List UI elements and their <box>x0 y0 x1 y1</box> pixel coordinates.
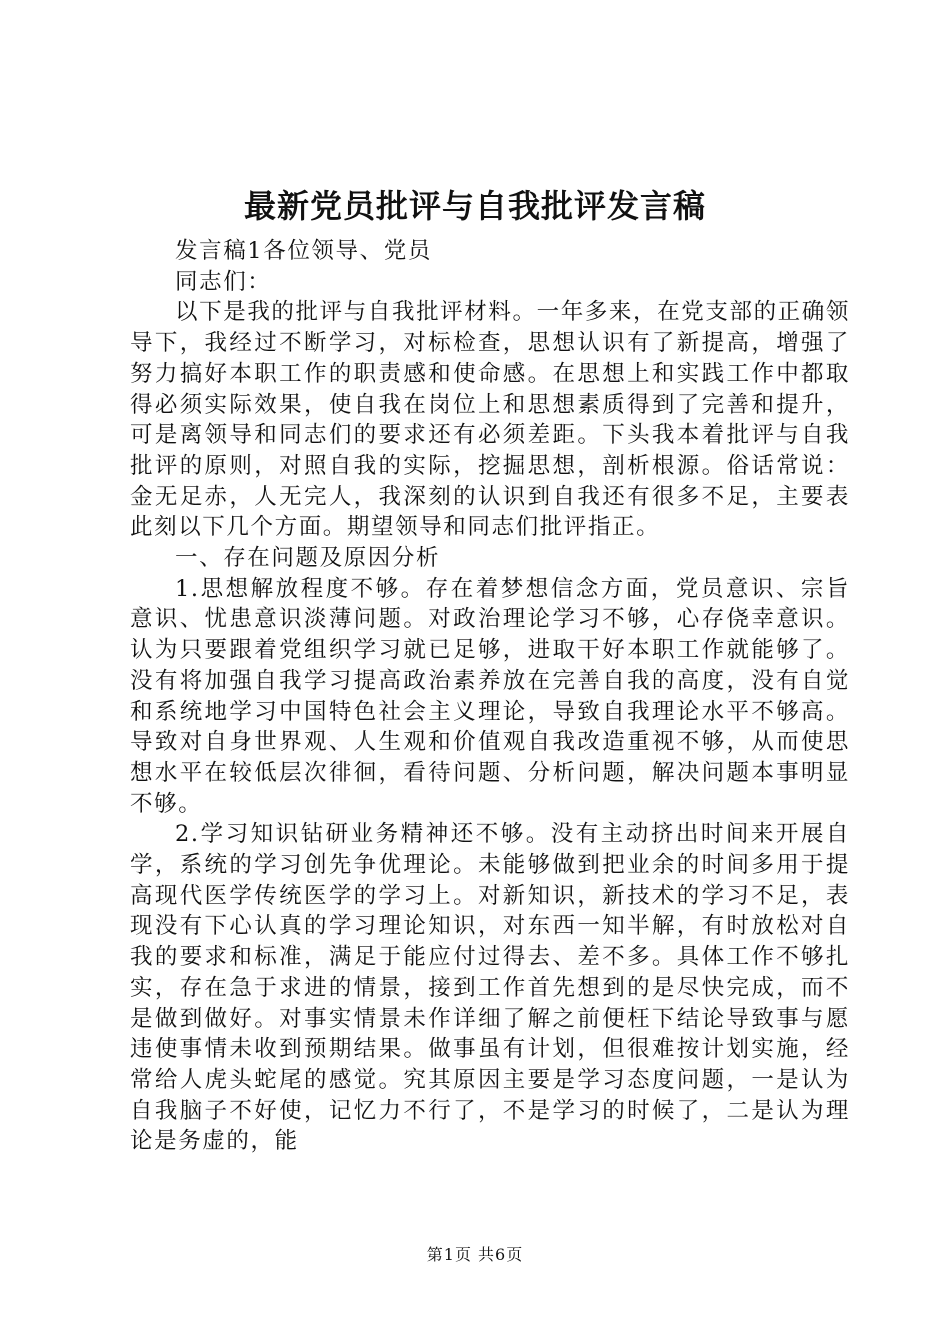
paragraph-intro: 以下是我的批评与自我批评材料。一年多来，在党支部的正确领导下，我经过不断学习，对标检查，思想认识有了新提高，增强了努力搞好本职工作的职责感和使命感。在思想上和实践工作中都取得必须实际效果，使自我在岗位上和思想素质得到了完善和提升，可是离领导和同志们的要求还有必须差距。下头我本着批评与自我批评的原则，对照自我的实际，挖掘思想，剖析根源。俗话常说：金无足赤，人无完人，我深刻的认识到自我还有很多不足，主要表此刻以下几个方面。期望领导和同志们批评指正。 <box>130 299 850 541</box>
paragraph-point-2: 2.学习知识钻研业务精神还不够。没有主动挤出时间来开展自学，系统的学习创先争优理论。未能够做到把业余的时间多用于提高现代医学传统医学的学习上。对新知识，新技术的学习不足，表现没有下心认真的学习理论知识，对东西一知半解，有时放松对自我的要求和标准，满足于能应付过得去、差不多。具体工作不够扎实，存在急于求进的情景，接到工作首先想到的是尽快完成，而不是做到做好。对事实情景未作详细了解之前便枉下结论导致事与愿违使事情未收到预期结果。做事虽有计划，但很难按计划实施，经常给人虎头蛇尾的感觉。究其原因主要是学习态度问题，一是认为自我脑子不好使，记忆力不行了，不是学习的时候了，二是认为理论是务虚的，能 <box>130 821 850 1155</box>
document-title: 最新党员批评与自我批评发言稿 <box>243 187 706 225</box>
document-body <box>130 236 850 1157</box>
paragraph-point-1: 1.思想解放程度不够。存在着梦想信念方面，党员意识、宗旨意识、忧患意识淡薄问题。对政治理论学习不够，心存侥幸意识。认为只要跟着党组织学习就已足够，进取干好本职工作就能够了。没有将加强自我学习提高政治素养放在完善自我的高度，没有自觉和系统地学习中国特色社会主义理论，导致自我理论水平不够高。导致对自身世界观、人生观和价值观自我改造重视不够，从而使思想水平在较低层次徘徊，看待问题、分析问题，解决问题本事明显不够。 <box>130 575 850 817</box>
paragraph-salutation: 同志们： <box>175 268 272 295</box>
paragraph-greeting: 发言稿1各位领导、党员 <box>175 238 432 264</box>
page-footer: 第1页 共6页 <box>426 1245 524 1264</box>
section-heading: 一、存在问题及原因分析 <box>175 545 441 572</box>
